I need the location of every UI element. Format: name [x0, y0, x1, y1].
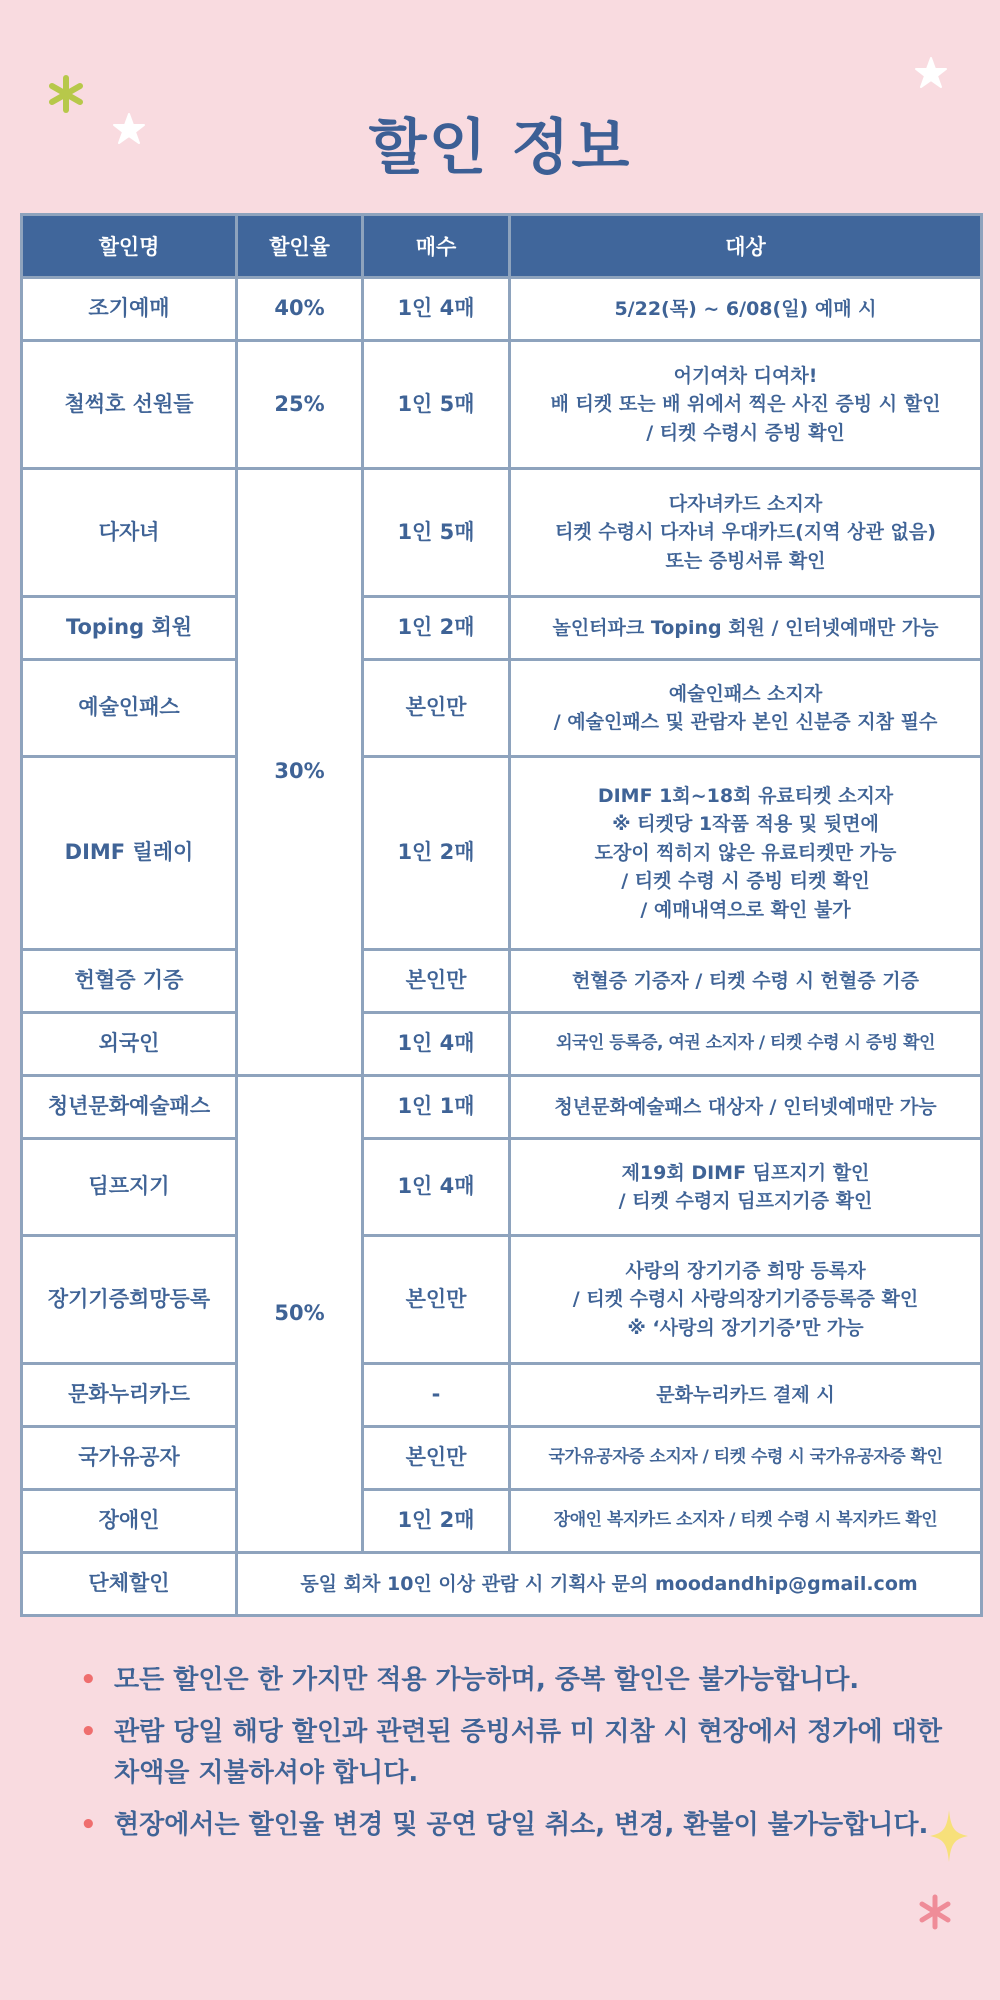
target-line: / 예술인패스 및 관람자 본인 신분증 지참 필수 — [553, 711, 938, 733]
discount-target — [510, 1013, 982, 1076]
ticket-quantity: 1인 2매 — [363, 1490, 510, 1553]
discount-target — [510, 278, 982, 341]
ticket-quantity: 본인만 — [363, 950, 510, 1013]
discount-rate: 30% — [237, 469, 363, 1076]
group-discount-row — [22, 1553, 982, 1616]
ticket-quantity: 본인만 — [363, 660, 510, 757]
target-line: 티켓 수령시 다자녀 우대카드(지역 상관 없음) — [555, 521, 936, 544]
table-row — [22, 469, 982, 597]
target-line: / 티켓 수령시 사랑의장기기증등록증 확인 — [572, 1288, 919, 1311]
table-header-row — [22, 215, 982, 278]
table-row — [22, 950, 982, 1013]
ticket-quantity: 1인 4매 — [363, 278, 510, 341]
target-line: ※ 티켓당 1작품 적용 및 뒷면에 — [612, 813, 879, 836]
discount-rate: 40% — [237, 278, 363, 341]
ticket-quantity: 1인 2매 — [363, 757, 510, 950]
discount-name: 청년문화예술패스 — [22, 1076, 237, 1139]
table-row — [22, 660, 982, 757]
header-ticket-quantity: 매수 — [363, 215, 510, 278]
note-text: 모든 할인은 한 가지만 적용 가능하며, 중복 할인은 불가능합니다. — [114, 1665, 860, 1695]
target-line: 예술인패스 소지자 — [668, 682, 823, 705]
target-line: 5/22(목) ~ 6/08(일) 예매 시 — [614, 297, 877, 320]
discount-name: 외국인 — [22, 1013, 237, 1076]
discount-target — [510, 660, 982, 757]
target-line: / 예매내역으로 확인 불가 — [640, 898, 851, 921]
table-row — [22, 597, 982, 660]
header-target: 대상 — [510, 215, 982, 278]
target-line: 외국인 등록증, 여권 소지자 / 티켓 수령 시 증빙 확인 — [556, 1033, 935, 1054]
ticket-quantity: 1인 4매 — [363, 1139, 510, 1236]
target-line: 어기여차 디여차! — [673, 364, 818, 387]
target-line: DIMF 1회~18회 유료티켓 소지자 — [597, 784, 894, 807]
table-row — [22, 1427, 982, 1490]
asterisk-icon — [918, 1894, 952, 1930]
table-row — [22, 757, 982, 950]
table-row — [22, 278, 982, 341]
discount-target — [510, 597, 982, 660]
page-title: 할인 정보 — [368, 113, 632, 183]
discount-target — [510, 1236, 982, 1364]
table-row — [22, 1139, 982, 1236]
target-line: 다자녀카드 소지자 — [668, 492, 823, 515]
note-item — [80, 1660, 960, 1700]
discount-target — [510, 1139, 982, 1236]
discount-name: 문화누리카드 — [22, 1364, 237, 1427]
target-line: ※ ‘사랑의 장기기증’만 가능 — [627, 1316, 864, 1339]
notes-list — [80, 1660, 960, 1857]
discount-target — [510, 1490, 982, 1553]
table-row — [22, 341, 982, 469]
table-row — [22, 1236, 982, 1364]
target-line: / 티켓 수령지 딤프지기증 확인 — [618, 1190, 873, 1212]
target-line: 사랑의 장기기증 희망 등록자 — [625, 1259, 866, 1282]
group-discount-info: 동일 회차 10인 이상 관람 시 기획사 문의 moodandhip@gmail.com — [237, 1553, 982, 1616]
header-discount-name: 할인명 — [22, 215, 237, 278]
discount-target — [510, 469, 982, 597]
note-item — [80, 1805, 960, 1845]
ticket-quantity: - — [363, 1364, 510, 1427]
discount-rate: 50% — [237, 1076, 363, 1553]
ticket-quantity: 1인 4매 — [363, 1013, 510, 1076]
target-line: 배 티켓 또는 배 위에서 찍은 사진 증빙 시 할인 — [550, 393, 941, 416]
discount-name: Toping 회원 — [22, 597, 237, 660]
ticket-quantity: 본인만 — [363, 1236, 510, 1364]
discount-table — [20, 213, 983, 1617]
table-row — [22, 1076, 982, 1139]
ticket-quantity: 본인만 — [363, 1427, 510, 1490]
target-line: / 티켓 수령시 증빙 확인 — [646, 421, 845, 444]
note-item — [80, 1712, 960, 1793]
note-text: 현장에서는 할인율 변경 및 공연 당일 취소, 변경, 환불이 불가능합니다. — [114, 1809, 929, 1840]
discount-name: 조기예매 — [22, 278, 237, 341]
discount-name: 단체할인 — [22, 1553, 237, 1616]
ticket-quantity: 1인 2매 — [363, 597, 510, 660]
discount-name: 철썩호 선원들 — [22, 341, 237, 469]
discount-name: 예술인패스 — [22, 660, 237, 757]
target-line: 또는 증빙서류 확인 — [665, 549, 826, 572]
note-text: 관람 당일 해당 할인과 관련된 증빙서류 미 지참 시 현장에서 정가에 대한 차액을 지불하셔야 합니다. — [114, 1717, 942, 1788]
bullet-icon: • — [80, 1717, 97, 1748]
ticket-quantity: 1인 5매 — [363, 341, 510, 469]
discount-name: 장기기증희망등록 — [22, 1236, 237, 1364]
table-row — [22, 1490, 982, 1553]
bullet-icon: • — [80, 1809, 97, 1840]
discount-target — [510, 950, 982, 1013]
discount-target — [510, 1364, 982, 1427]
discount-name: 딤프지기 — [22, 1139, 237, 1236]
discount-name: 장애인 — [22, 1490, 237, 1553]
target-line: 청년문화예술패스 대상자 / 인터넷예매만 가능 — [554, 1095, 937, 1118]
discount-table-container — [20, 213, 980, 1617]
target-line: 제19회 DIMF 딤프지기 할인 — [621, 1161, 870, 1184]
target-line: 놀인터파크 Toping 회원 / 인터넷예매만 가능 — [552, 616, 939, 639]
discount-name: 국가유공자 — [22, 1427, 237, 1490]
discount-name: 헌혈증 기증 — [22, 950, 237, 1013]
target-line: 국가유공자증 소지자 / 티켓 수령 시 국가유공자증 확인 — [548, 1447, 943, 1468]
target-line: 문화누리카드 결제 시 — [656, 1383, 835, 1406]
target-line: 헌혈증 기증자 / 티켓 수령 시 헌혈증 기증 — [572, 969, 919, 992]
table-row — [22, 1013, 982, 1076]
discount-name: 다자녀 — [22, 469, 237, 597]
discount-target — [510, 1427, 982, 1490]
ticket-quantity: 1인 1매 — [363, 1076, 510, 1139]
target-line: / 티켓 수령 시 증빙 티켓 확인 — [621, 870, 870, 893]
discount-target — [510, 1076, 982, 1139]
discount-name: DIMF 릴레이 — [22, 757, 237, 950]
ticket-quantity: 1인 5매 — [363, 469, 510, 597]
star-icon — [914, 56, 948, 90]
discount-target — [510, 757, 982, 950]
discount-target — [510, 341, 982, 469]
discount-rate: 25% — [237, 341, 363, 469]
header-discount-rate: 할인율 — [237, 215, 363, 278]
target-line: 장애인 복지카드 소지자 / 티켓 수령 시 복지카드 확인 — [553, 1510, 938, 1531]
bullet-icon: • — [80, 1665, 97, 1695]
table-row — [22, 1364, 982, 1427]
target-line: 도장이 찍히지 않은 유료티켓만 가능 — [594, 841, 897, 864]
